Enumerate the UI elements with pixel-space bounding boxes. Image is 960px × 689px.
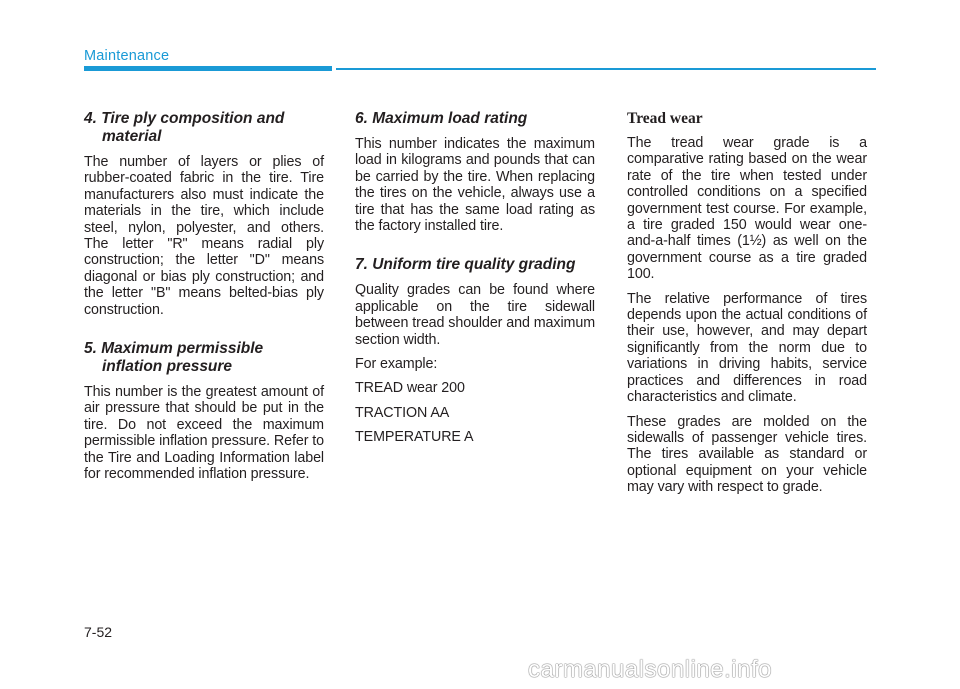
- header-rule-thin: [336, 68, 876, 70]
- heading-max-load: 6. Maximum load rating: [355, 110, 528, 127]
- page-number: 7-52: [84, 624, 113, 640]
- paragraph-tread-wear-value: TREAD wear 200: [355, 380, 465, 397]
- paragraph-for-example: For example:: [355, 356, 438, 373]
- paragraph-tread-wear-1: The tread wear grade is a comparative rating based on the wear rate of the tire when tested under controlled conditions on a specified government test course. For example, a tire graded 150 would wear one-and-a-half times (1½) as well on the government course as a tire graded 100.: [627, 135, 867, 283]
- column-1: [84, 110, 324, 491]
- paragraph-max-load: This number indicates the maximum load in kilograms and pounds that can be carried by the tire. When replacing the tires on the vehicle, always use a tire that has the same load rating as the factory installed tire.: [355, 136, 595, 235]
- heading-max-inflation: 5. Maximum permissible inflation pressure: [84, 340, 264, 376]
- section-title: Maintenance: [84, 48, 170, 64]
- paragraph-max-inflation: This number is the greatest amount of air pressure that should be put in the tire. Do not exceed the maximum permissible inflation pressure. Refer to the Tire and Loading Information label for recommended inflation pressure.: [84, 384, 324, 483]
- paragraph-temperature-value: TEMPERATURE A: [355, 429, 474, 446]
- column-2: [355, 110, 595, 454]
- paragraph-tread-wear-2: The relative performance of tires depends upon the actual conditions of their use, however, and may depart significantly from the norm due to variations in driving habits, service practices and differences in road characteristics and climate.: [627, 290, 867, 406]
- paragraph-ply-composition: The number of layers or plies of rubber-coated fabric in the tire. Tire manufacturers also must indicate the materials in the tire, which include steel, nylon, polyester, and others. The letter "R" means radial ply construction; the letter "D" means diagonal or bias ply construction; and the letter "B" means belted-bias ply construction.: [84, 154, 324, 318]
- paragraph-quality-grading: Quality grades can be found where applicable on the tire sidewall between tread shoulder and maximum section width.: [355, 282, 595, 348]
- column-3: [627, 110, 867, 504]
- paragraph-traction-value: TRACTION AA: [355, 404, 450, 421]
- paragraph-tread-wear-3: These grades are molded on the sidewalls of passenger vehicle tires. The tires available as standard or optional equipment on your vehicle may vary with respect to grade.: [627, 413, 867, 496]
- header-rule-thick: [84, 66, 332, 71]
- heading-tread-wear: Tread wear: [627, 110, 703, 127]
- heading-ply-composition: 4. Tire ply composition and material: [84, 110, 285, 145]
- watermark: carmanualsonline.info: [528, 656, 772, 683]
- heading-quality-grading: 7. Uniform tire quality grading: [355, 256, 576, 274]
